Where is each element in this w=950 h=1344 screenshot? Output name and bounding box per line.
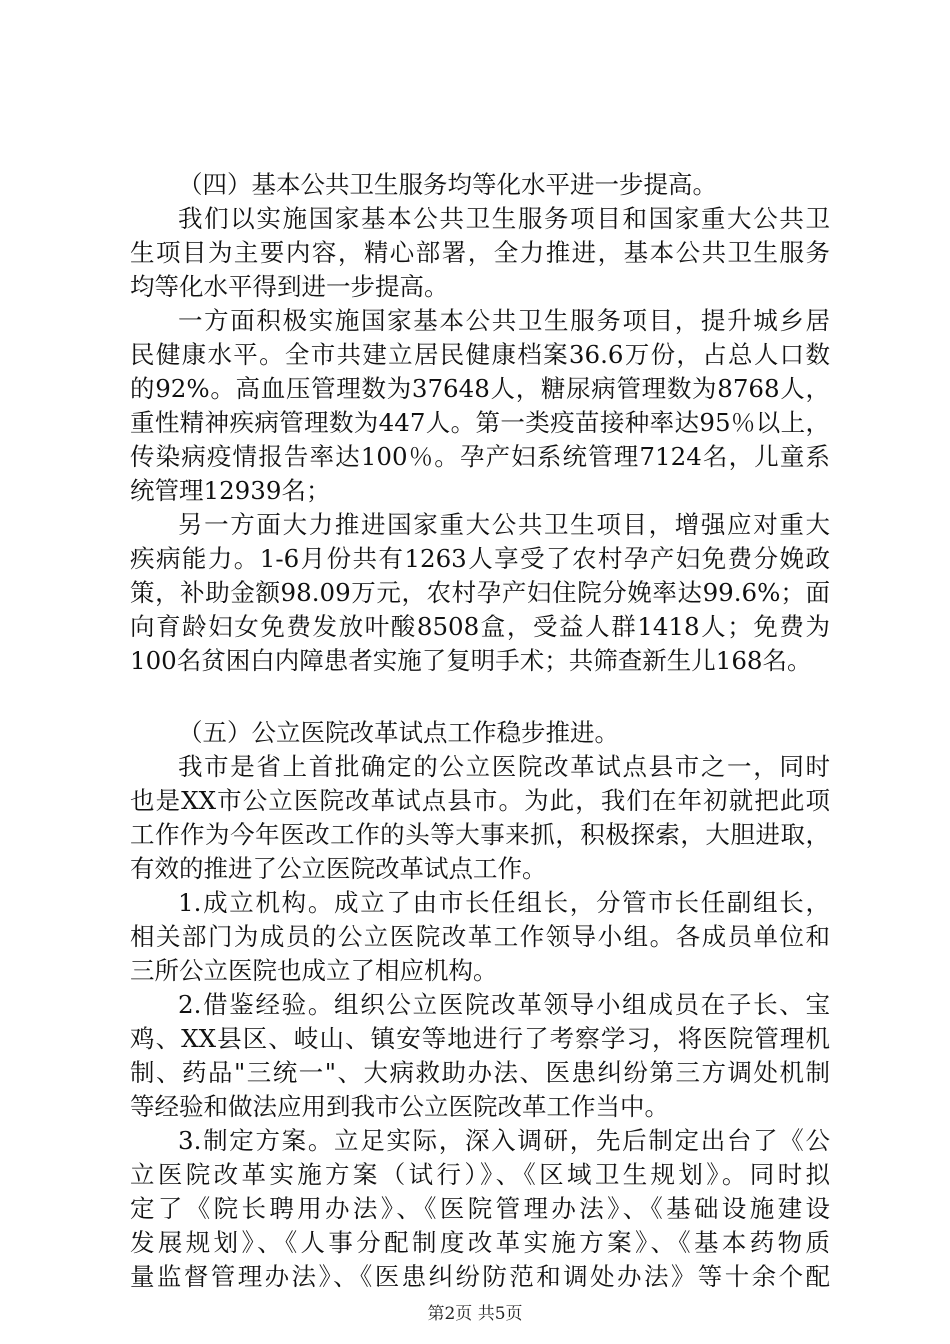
page-number-footer: 第2页 共5页 [427,1304,523,1324]
paragraph-line: 民健康水平。全市共建立居民健康档案36.6万份，占总人口数 [130,340,830,369]
list-item-line: 鸡、XX县区、岐山、镇安等地进行了考察学习，将医院管理机 [130,1024,830,1053]
paragraph-line: 重性精神疾病管理数为447人。第一类疫苗接种率达95％以上， [130,408,830,437]
section-4-heading: （四）基本公共卫生服务均等化水平进一步提高。 [178,170,717,199]
paragraph-line: 统管理12939名； [130,476,331,505]
paragraph-line: 的92%。高血压管理数为37648人，糖尿病管理数为8768人， [130,374,830,403]
paragraph-line: 100名贫困白内障患者实施了复明手术；共筛查新生儿168名。 [130,646,812,675]
list-item-line: 三所公立医院也成立了相应机构。 [130,956,498,985]
list-item-line: 量监督管理办法》、《医患纠纷防范和调处办法》等十余个配 [130,1262,830,1291]
list-item-line: 3.制定方案。立足实际，深入调研，先后制定出台了《公 [178,1126,830,1155]
paragraph-line: 另一方面大力推进国家重大公共卫生项目，增强应对重大 [178,510,830,539]
list-item-line: 等经验和做法应用到我市公立医院改革工作当中。 [130,1092,669,1121]
list-item-line: 1.成立机构。成立了由市长任组长，分管市长任副组长， [178,888,830,917]
paragraph-line: 工作作为今年医改工作的头等大事来抓，积极探索，大胆进取， [130,820,830,849]
list-item-line: 制、药品"三统一"、大病救助办法、医患纠纷第三方调处机制 [130,1058,830,1087]
paragraph-line: 有效的推进了公立医院改革试点工作。 [130,854,547,883]
paragraph-line: 我市是省上首批确定的公立医院改革试点县市之一，同时 [178,752,830,781]
paragraph-line: 策，补助金额98.09万元，农村孕产妇住院分娩率达99.6%；面 [130,578,830,607]
paragraph-line: 均等化水平得到进一步提高。 [130,272,449,301]
paragraph-line: 向育龄妇女免费发放叶酸8508盒，受益人群1418人；免费为 [130,612,830,641]
paragraph-line: 也是XX市公立医院改革试点县市。为此，我们在年初就把此项 [130,786,830,815]
list-item-line: 定了《院长聘用办法》、《医院管理办法》、《基础设施建设 [130,1194,830,1223]
list-item-line: 立医院改革实施方案（试行）》、《区域卫生规划》。同时拟 [130,1160,830,1189]
paragraph-line: 疾病能力。1-6月份共有1263人享受了农村孕产妇免费分娩政 [130,544,830,573]
list-item-line: 发展规划》、《人事分配制度改革实施方案》、《基本药物质 [130,1228,830,1257]
list-item-line: 相关部门为成员的公立医院改革工作领导小组。各成员单位和 [130,922,830,951]
paragraph-line: 生项目为主要内容，精心部署，全力推进，基本公共卫生服务 [130,238,830,267]
paragraph-line: 我们以实施国家基本公共卫生服务项目和国家重大公共卫 [178,204,830,233]
paragraph-line: 传染病疫情报告率达100％。孕产妇系统管理7124名，儿童系 [130,442,830,471]
list-item-line: 2.借鉴经验。组织公立医院改革领导小组成员在子长、宝 [178,990,830,1019]
paragraph-line: 一方面积极实施国家基本公共卫生服务项目，提升城乡居 [178,306,830,335]
section-5-heading: （五）公立医院改革试点工作稳步推进。 [178,718,619,747]
